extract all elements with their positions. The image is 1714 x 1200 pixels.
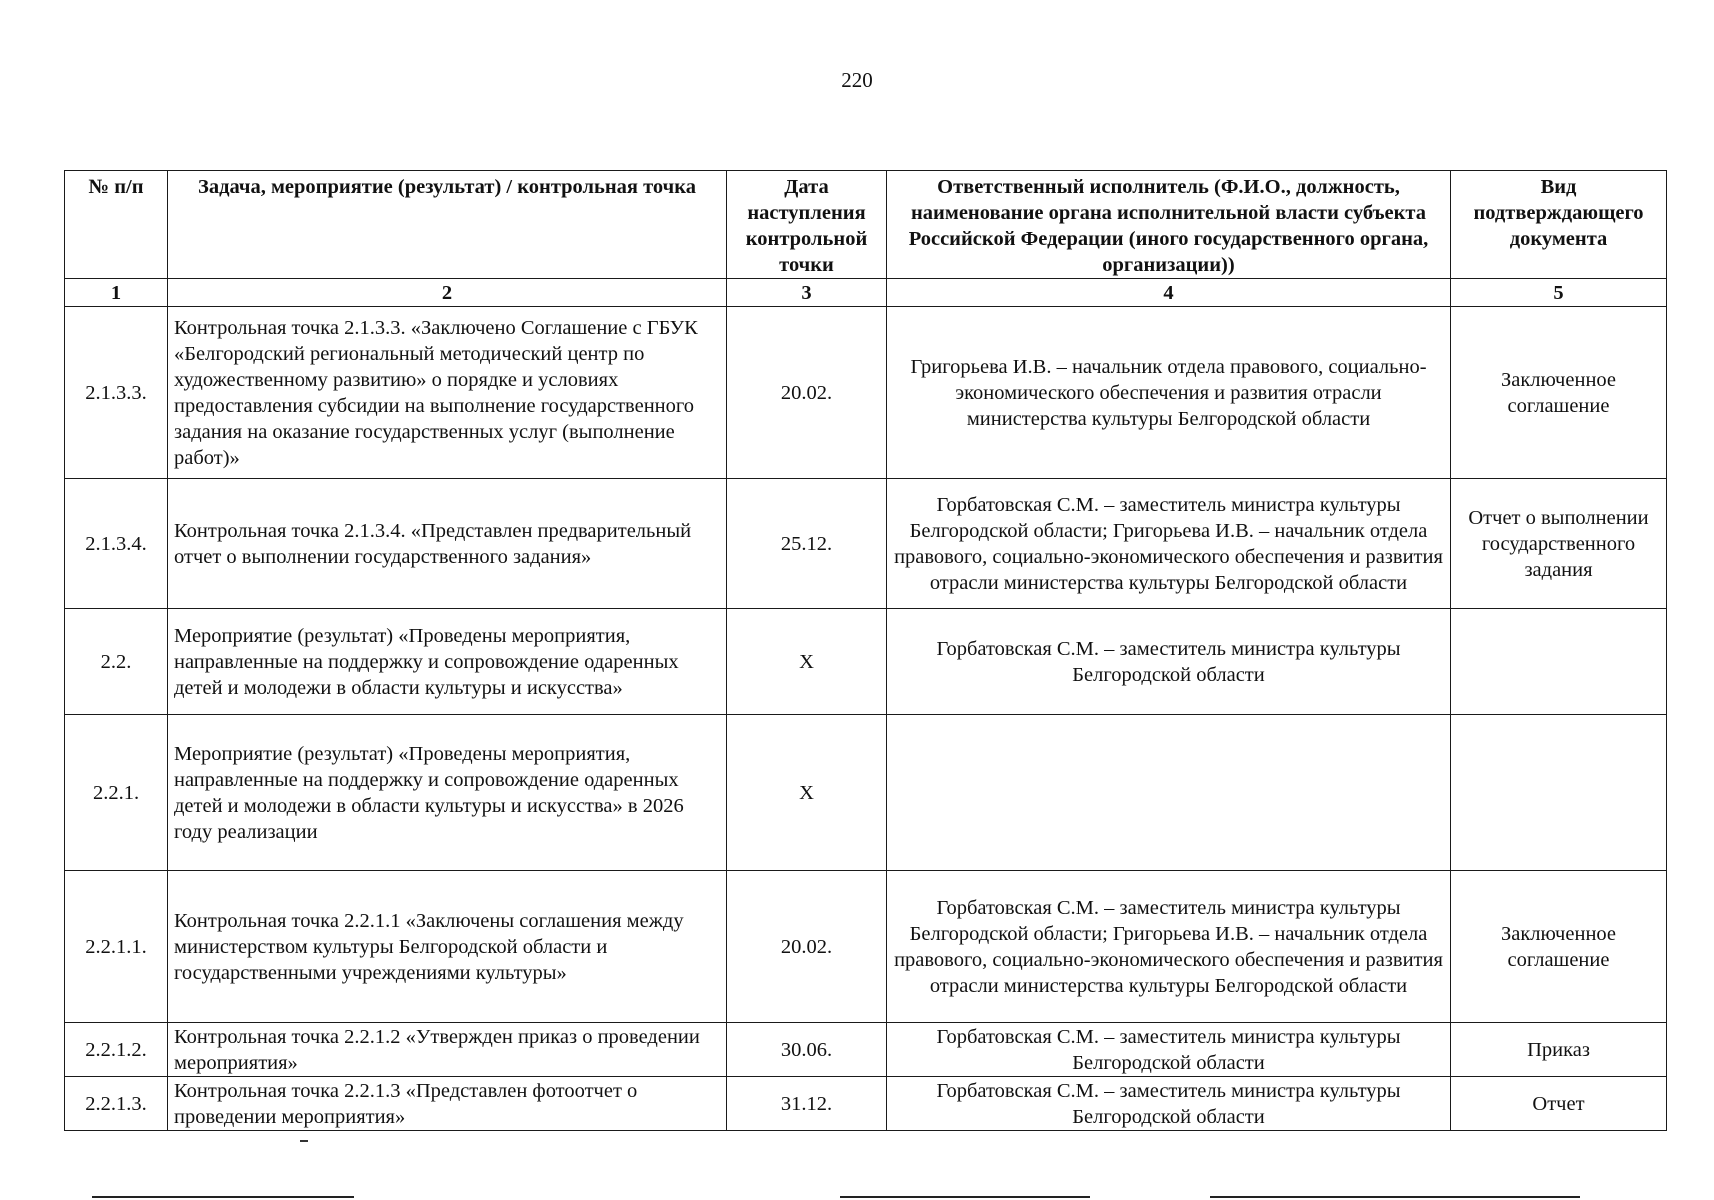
row-task: Мероприятие (результат) «Проведены мероприятия, направленные на поддержку и сопровождение одаренных детей и молодежи в области культуры и искусства» в 2026 году реализации [168, 715, 727, 871]
row-responsible: Горбатовская С.М. – заместитель министра культуры Белгородской области [887, 1077, 1451, 1131]
row-responsible: Григорьева И.В. – начальник отдела правового, социально-экономического обеспечения и развития отрасли министерства культуры Белгородской области [887, 307, 1451, 479]
row-responsible [887, 715, 1451, 871]
row-number: 2.1.3.4. [65, 479, 168, 609]
row-number: 2.2.1.3. [65, 1077, 168, 1131]
table-row [65, 871, 1667, 1023]
row-task: Контрольная точка 2.1.3.3. «Заключено Соглашение с ГБУК «Белгородский региональный методический центр по художественному развитию» о порядке и условиях предоставления субсидии на выполнение государственного задания на оказание государственных услуг (выполнение работ)» [168, 307, 727, 479]
row-task: Контрольная точка 2.2.1.3 «Представлен фотоотчет о проведении мероприятия» [168, 1077, 727, 1131]
row-task: Контрольная точка 2.2.1.2 «Утвержден приказ о проведении мероприятия» [168, 1023, 727, 1077]
column-numbers-row [65, 279, 1667, 307]
row-task: Контрольная точка 2.1.3.4. «Представлен предварительный отчет о выполнении государственного задания» [168, 479, 727, 609]
row-date: 20.02. [727, 307, 887, 479]
header-date: Дата наступления контрольной точки [727, 171, 887, 279]
row-number: 2.2.1.2. [65, 1023, 168, 1077]
footer-rule-middle [840, 1196, 1090, 1198]
table-row [65, 715, 1667, 871]
table-row [65, 479, 1667, 609]
row-date: 20.02. [727, 871, 887, 1023]
row-document [1451, 609, 1667, 715]
row-number: 2.2. [65, 609, 168, 715]
row-document: Отчет о выполнении государственного задания [1451, 479, 1667, 609]
row-responsible: Горбатовская С.М. – заместитель министра культуры Белгородской области [887, 1023, 1451, 1077]
table-row [65, 1023, 1667, 1077]
row-number: 2.2.1.1. [65, 871, 168, 1023]
header-row [65, 171, 1667, 279]
row-date: 25.12. [727, 479, 887, 609]
row-number: 2.1.3.3. [65, 307, 168, 479]
table-row [65, 307, 1667, 479]
column-number: 1 [65, 279, 168, 307]
row-date: 31.12. [727, 1077, 887, 1131]
column-number: 3 [727, 279, 887, 307]
header-responsible: Ответственный исполнитель (Ф.И.О., должность, наименование органа исполнительной власти субъекта Российской Федерации (иного государственного органа, организации)) [887, 171, 1451, 279]
row-date: Х [727, 715, 887, 871]
table-row [65, 609, 1667, 715]
header-number: № п/п [65, 171, 168, 279]
row-document: Заключенное соглашение [1451, 307, 1667, 479]
row-date: 30.06. [727, 1023, 887, 1077]
control-points-table [64, 170, 1667, 1131]
row-date: Х [727, 609, 887, 715]
row-responsible: Горбатовская С.М. – заместитель министра культуры Белгородской области [887, 609, 1451, 715]
row-responsible: Горбатовская С.М. – заместитель министра культуры Белгородской области; Григорьева И.В. – начальник отдела правового, социально-экономического обеспечения и развития отрасли министерства культуры Белгородской области [887, 479, 1451, 609]
row-responsible: Горбатовская С.М. – заместитель министра культуры Белгородской области; Григорьева И.В. – начальник отдела правового, социально-экономического обеспечения и развития отрасли министерства культуры Белгородской области [887, 871, 1451, 1023]
row-task: Контрольная точка 2.2.1.1 «Заключены соглашения между министерством культуры Белгородской области и государственными учреждениями культуры» [168, 871, 727, 1023]
footer-rule-left [92, 1196, 354, 1198]
header-task: Задача, мероприятие (результат) / контрольная точка [168, 171, 727, 279]
table-row [65, 1077, 1667, 1131]
header-document: Вид подтверждающего документа [1451, 171, 1667, 279]
column-number: 2 [168, 279, 727, 307]
scan-artifact [300, 1140, 308, 1142]
row-document: Приказ [1451, 1023, 1667, 1077]
row-task: Мероприятие (результат) «Проведены мероприятия, направленные на поддержку и сопровождение одаренных детей и молодежи в области культуры и искусства» [168, 609, 727, 715]
footer-rule-right [1210, 1196, 1580, 1198]
row-number: 2.2.1. [65, 715, 168, 871]
row-document: Заключенное соглашение [1451, 871, 1667, 1023]
row-document [1451, 715, 1667, 871]
row-document: Отчет [1451, 1077, 1667, 1131]
page-number: 220 [841, 68, 873, 92]
column-number: 4 [887, 279, 1451, 307]
column-number: 5 [1451, 279, 1667, 307]
